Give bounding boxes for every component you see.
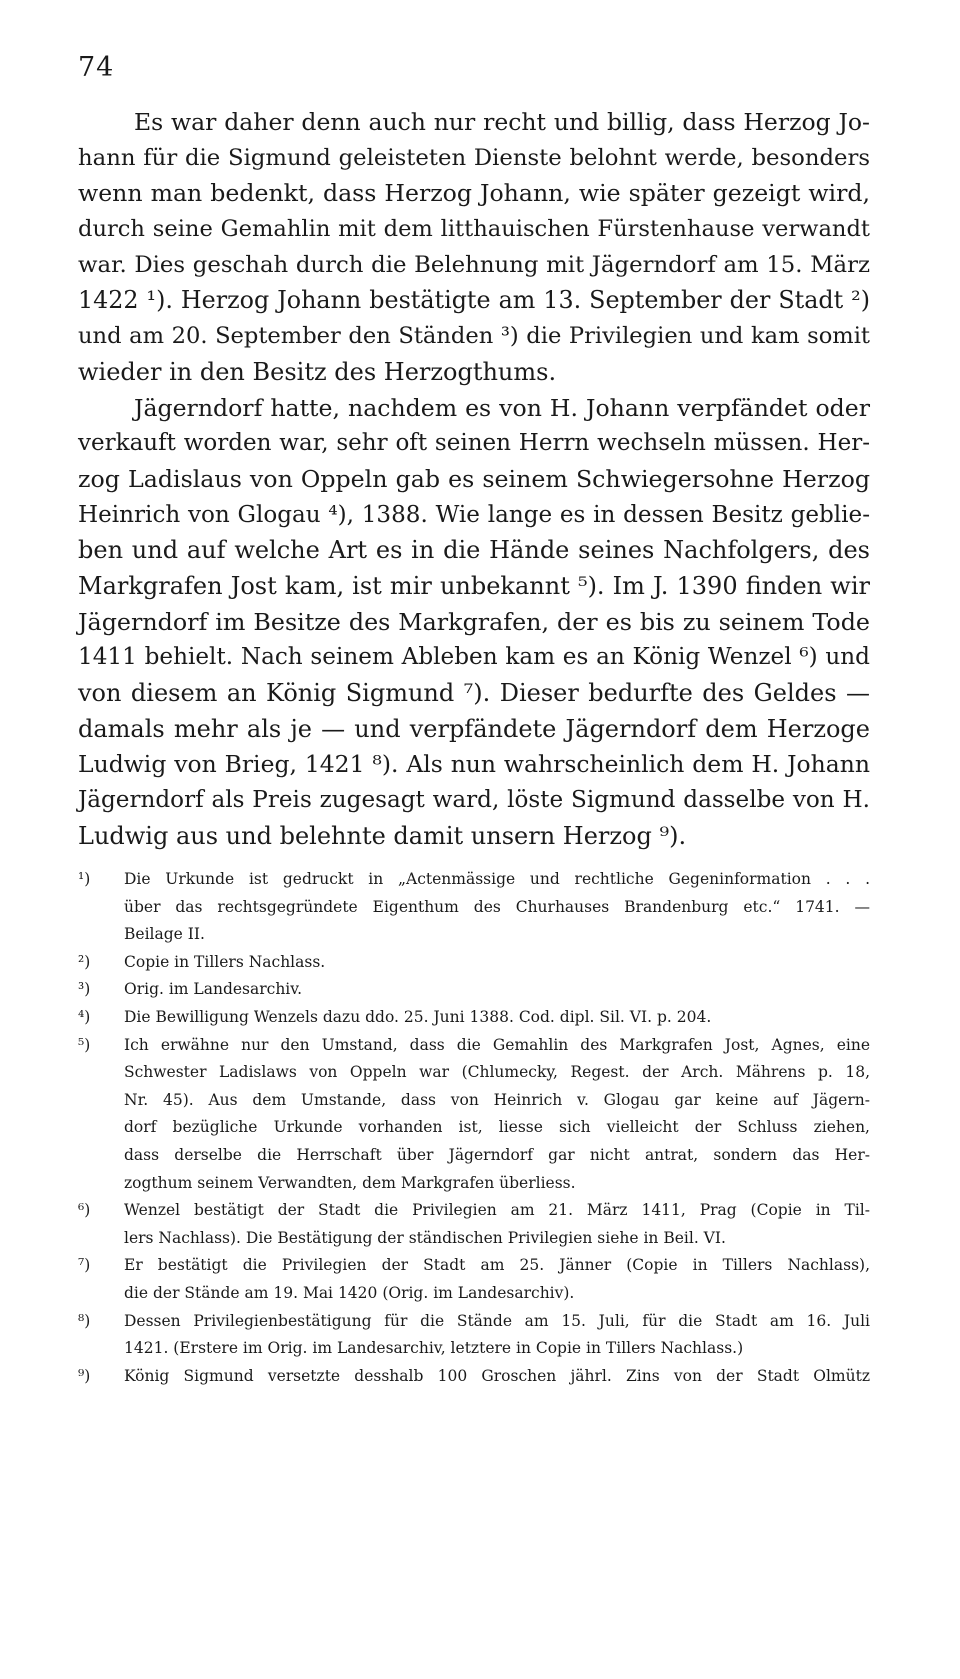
footnote-line: Nr. 45). Aus dem Umstande, dass von Heinrich v. Glogau gar keine auf Jägern- xyxy=(124,1090,870,1109)
body-text xyxy=(78,105,870,854)
footnote-line: zogthum seinem Verwandten, dem Markgrafen überliess. xyxy=(124,1173,576,1192)
footnote-line: die der Stände am 19. Mai 1420 (Orig. im Landesarchiv). xyxy=(124,1283,575,1302)
footnote-line: dass derselbe die Herrschaft über Jägerndorf gar nicht antrat, sondern das Her- xyxy=(124,1145,870,1164)
body-line: Jägerndorf als Preis zugesagt ward, löste Sigmund dasselbe von H. xyxy=(78,787,870,814)
footnote-marker: ¹) xyxy=(78,870,91,888)
footnote-3 xyxy=(78,976,870,1004)
footnote-marker: ⁸) xyxy=(78,1311,91,1330)
footnote-text: Copie in Tillers Nachlass. xyxy=(124,952,326,971)
footnote-line: Beilage II. xyxy=(124,925,205,944)
footnote-marker: ³) xyxy=(78,980,91,999)
footnote-text: Dessen Privilegienbestätigung für die Stände am 15. Juli, für die Stadt am 16. Juli xyxy=(124,1311,870,1330)
footnote-text: Wenzel bestätigt der Stadt die Privilegien am 21. März 1411, Prag (Copie in Til- xyxy=(124,1201,870,1220)
body-line: war. Dies geschah durch die Belehnung mit Jägerndorf am 15. März xyxy=(78,251,870,278)
body-line: Heinrich von Glogau ⁴), 1388. Wie lange es in dessen Besitz geblie- xyxy=(78,501,870,528)
footnote-text: Orig. im Landesarchiv. xyxy=(124,980,303,999)
footnote-text: Er bestätigt die Privilegien der Stadt am 25. Jänner (Copie in Tillers Nachlass), xyxy=(124,1256,870,1275)
footnote-marker: ²) xyxy=(78,952,91,971)
body-line: 1411 behielt. Nach seinem Ableben kam es an König Wenzel ⁶) und xyxy=(78,644,870,671)
body-line: hann für die Sigmund geleisteten Dienste belohnt werde, besonders xyxy=(78,144,870,171)
footnote-6 xyxy=(78,1197,870,1225)
body-line: Markgrafen Jost kam, ist mir unbekannt ⁵). Im J. 1390 finden wir xyxy=(78,571,870,600)
body-line: von diesem an König Sigmund ⁷). Dieser bedurfte des Geldes — xyxy=(78,679,870,707)
footnote-line: 1421. (Erstere im Orig. im Landesarchiv, letztere in Copie in Tillers Nachlass.) xyxy=(124,1339,744,1358)
body-line: Ludwig von Brieg, 1421 ⁸). Als nun wahrscheinlich dem H. Johann xyxy=(78,750,870,779)
footnote-7 xyxy=(78,1252,870,1280)
footnote-marker: ⁶) xyxy=(78,1201,91,1220)
body-line: verkauft worden war, sehr oft seinen Herrn wechseln müssen. Her- xyxy=(78,430,870,457)
body-line: Ludwig aus und belehnte damit unsern Herzog ⁹). xyxy=(78,821,687,850)
body-line: durch seine Gemahlin mit dem litthauischen Fürstenhause verwandt xyxy=(78,216,870,243)
footnote-line: Schwester Ladislaws von Oppeln war (Chlumecky, Regest. der Arch. Mährens p. 18, xyxy=(124,1063,870,1082)
footnote-text: Die Urkunde ist gedruckt in „Actenmässige und rechtliche Gegeninformation . . . xyxy=(124,870,870,888)
body-line: zog Ladislaus von Oppeln gab es seinem Schwiegersohne Herzog xyxy=(78,464,870,493)
footnotes xyxy=(78,866,870,1390)
footnote-marker: ⁷) xyxy=(78,1256,91,1275)
body-line: Es war daher denn auch nur recht und billig, dass Herzog Jo- xyxy=(134,108,870,136)
footnote-line: über das rechtsgegründete Eigenthum des Churhauses Brandenburg etc.“ 1741. — xyxy=(124,897,870,916)
footnote-8 xyxy=(78,1308,870,1336)
footnote-marker: ⁹) xyxy=(78,1366,91,1385)
footnote-text: König Sigmund versetzte desshalb 100 Groschen jährl. Zins von der Stadt Olmütz xyxy=(124,1366,870,1385)
footnote-5 xyxy=(78,1032,870,1060)
body-line: wenn man bedenkt, dass Herzog Johann, wie später gezeigt wird, xyxy=(78,179,870,208)
footnote-text: Ich erwähne nur den Umstand, dass die Gemahlin des Markgrafen Jost, Agnes, eine xyxy=(124,1035,870,1054)
body-line: und am 20. September den Ständen ³) die Privilegien und kam somit xyxy=(78,323,870,350)
footnote-line: dorf bezügliche Urkunde vorhanden ist, liesse sich vielleicht der Schluss ziehen, xyxy=(124,1118,870,1137)
footnote-line: lers Nachlass). Die Bestätigung der ständischen Privilegien siehe in Beil. VI. xyxy=(124,1228,726,1247)
body-line: 1422 ¹). Herzog Johann bestätigte am 13. September der Stadt ²) xyxy=(78,286,870,315)
body-line: Jägerndorf hatte, nachdem es von H. Johann verpfändet oder xyxy=(134,393,870,422)
body-line: damals mehr als je — und verpfändete Jägerndorf dem Herzoge xyxy=(78,714,870,743)
footnote-4 xyxy=(78,1004,870,1032)
body-line: wieder in den Besitz des Herzogthums. xyxy=(78,357,557,386)
footnote-marker: ⁴) xyxy=(78,1007,91,1026)
footnote-2 xyxy=(78,949,870,977)
footnote-marker: ⁵) xyxy=(78,1035,91,1054)
body-line: ben und auf welche Art es in die Hände seines Nachfolgers, des xyxy=(78,536,870,565)
footnote-9 xyxy=(78,1363,870,1391)
footnote-1 xyxy=(78,866,870,894)
page-number: 74 xyxy=(78,52,115,83)
body-line: Jägerndorf im Besitze des Markgrafen, der es bis zu seinem Tode xyxy=(78,607,870,636)
footnote-text: Die Bewilligung Wenzels dazu ddo. 25. Juni 1388. Cod. dipl. Sil. VI. p. 204. xyxy=(124,1007,712,1026)
